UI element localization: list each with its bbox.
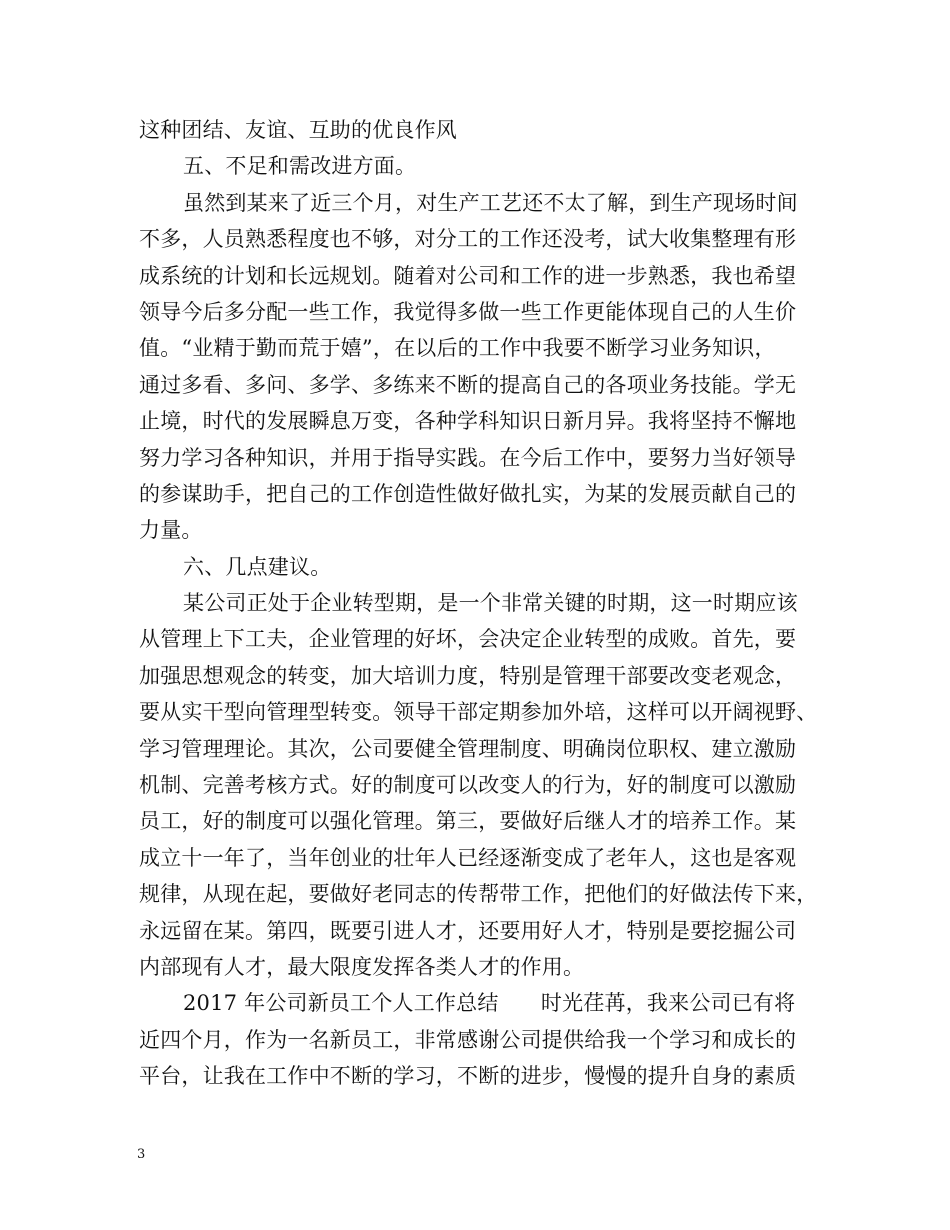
text-line: 通过多看、多问、多学、多练来不断的提高自己的各项业务技能。学无	[139, 372, 797, 397]
text-line: 要从实干型向管理型转变。领导干部定期参加外培，这样可以开阔视野、	[139, 700, 818, 725]
text-line: 2017 年公司新员工个人工作总结 时光荏苒，我来公司已有将	[183, 991, 796, 1016]
text-line: 领导今后多分配一些工作，我觉得多做一些工作更能体现自己的人生价	[139, 299, 797, 324]
text-line: 力量。	[139, 518, 203, 543]
text-line: 内部现有人才，最大限度发挥各类人才的作用。	[139, 954, 585, 979]
text-line: 学习管理理论。其次，公司要健全管理制度、明确岗位职权、建立激励	[139, 736, 797, 761]
text-line: 平台，让我在工作中不断的学习，不断的进步，慢慢的提升自身的素质	[139, 1064, 797, 1089]
text-line: 员工，好的制度可以强化管理。第三，要做好后继人才的培养工作。某	[139, 809, 797, 834]
text-line: 从管理上下工夫，企业管理的好坏，会决定企业转型的成败。首先，要	[139, 627, 797, 652]
text-line: 不多，人员熟悉程度也不够，对分工的工作还没考，试大收集整理有形	[139, 227, 797, 252]
body-text	[139, 112, 839, 1095]
text-line: 值。“业精于勤而荒于嬉”，在以后的工作中我要不断学习业务知识，	[139, 336, 776, 361]
text-line: 机制、完善考核方式。好的制度可以改变人的行为，好的制度可以激励	[139, 773, 797, 798]
text-line: 近四个月，作为一名新员工，非常感谢公司提供给我一个学习和成长的	[139, 1027, 797, 1052]
page-number: 3	[137, 1147, 146, 1162]
text-line: 这种团结、友谊、互助的优良作风	[139, 118, 457, 142]
text-line: 成立十一年了，当年创业的壮年人已经逐渐变成了老年人，这也是客观	[139, 845, 797, 870]
text-line: 成系统的计划和长远规划。随着对公司和工作的进一步熟悉，我也希望	[139, 263, 797, 288]
text-line: 某公司正处于企业转型期，是一个非常关键的时期，这一时期应该	[183, 591, 798, 616]
text-line: 加强思想观念的转变，加大培训力度，特别是管理干部要改变老观念，	[139, 663, 797, 688]
text-line: 五、不足和需改进方面。	[183, 154, 417, 179]
text-line: 六、几点建议。	[183, 554, 332, 579]
text-line: 的参谋助手，把自己的工作创造性做好做扎实，为某的发展贡献自己的	[139, 481, 797, 506]
text-line: 规律，从现在起，要做好老同志的传帮带工作，把他们的好做法传下来，	[139, 882, 818, 907]
text-line: 止境，时代的发展瞬息万变，各种学科知识日新月异。我将坚持不懈地	[139, 409, 797, 434]
text-line: 虽然到某来了近三个月，对生产工艺还不太了解，到生产现场时间	[183, 190, 798, 215]
text-line: 努力学习各种知识，并用于指导实践。在今后工作中，要努力当好领导	[139, 445, 797, 470]
text-line: 永远留在某。第四，既要引进人才，还要用好人才，特别是要挖掘公司	[139, 918, 797, 943]
